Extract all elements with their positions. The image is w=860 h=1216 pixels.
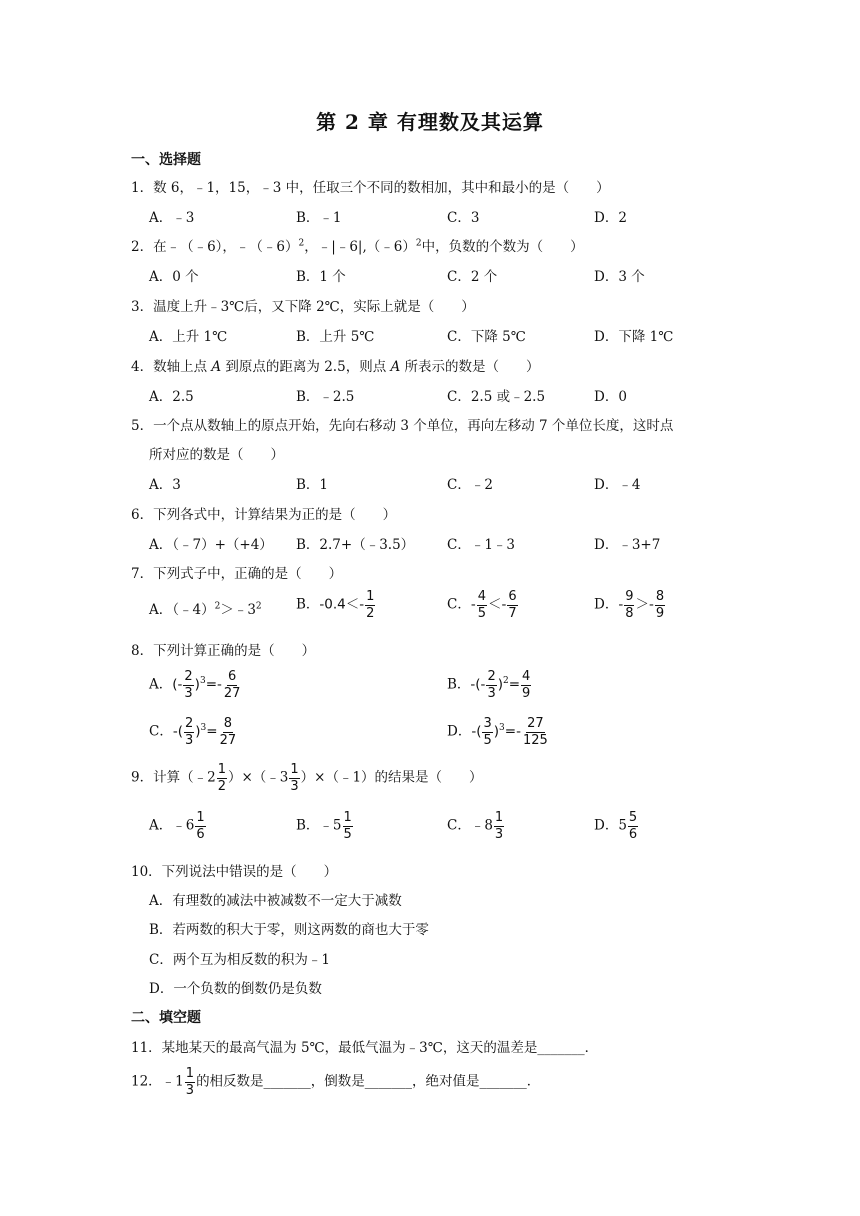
question-5-stem-line2: 所对应的数是（ ）	[149, 447, 284, 463]
question-5-option-d: D．﹣4	[594, 477, 641, 493]
question-8-option-c	[149, 717, 238, 747]
fraction-numerator: 9	[625, 589, 634, 604]
question-7-option-b-prefix: -0.4＜-	[319, 596, 365, 613]
fraction-numerator: 1	[494, 810, 504, 825]
question-4-variable-a-2: A	[390, 359, 401, 375]
question-2-exponent-2: 2	[415, 238, 422, 249]
question-7-option-a-exp1: 2	[214, 601, 221, 612]
question-8-option-a-equals: =-	[205, 676, 222, 693]
fraction-numerator: 6	[228, 669, 237, 684]
fraction-numerator: 1	[185, 1066, 195, 1081]
question-11-stem: 11．某地某天的最高气温为 5℃，最低气温为﹣3℃，这天的温差是_______．	[131, 1040, 599, 1056]
question-9-stem	[131, 763, 483, 793]
question-7-option-b	[296, 590, 376, 620]
fraction-numerator: 2	[184, 716, 194, 731]
question-9-option-b-label: B．﹣5	[296, 817, 342, 834]
question-7-option-c-label: C．	[447, 596, 471, 613]
question-10-option-b: B．若两数的积大于零，则这两数的商也大于零	[149, 922, 429, 938]
fraction-denominator: 3	[184, 732, 194, 748]
question-8-option-b-close: )	[497, 676, 503, 693]
fraction-numerator: 1	[217, 762, 226, 777]
question-7-option-c-fraction-1	[477, 590, 487, 620]
fraction-numerator: 5	[628, 810, 638, 825]
question-4-stem-part3: 所表示的数是（ ）	[400, 359, 540, 375]
question-7-option-d-prefix: -	[618, 596, 624, 613]
fraction-denominator: 2	[217, 778, 226, 794]
question-12-stem	[131, 1067, 540, 1097]
fraction-denominator: 27	[223, 685, 241, 701]
question-4-option-a: A．2.5	[149, 389, 194, 405]
question-8-option-d-prefix: -(	[471, 723, 482, 740]
question-9-option-a-label: A．﹣6	[149, 817, 195, 834]
question-5-option-c: C．﹣2	[447, 477, 493, 493]
question-8-option-c-fraction	[184, 717, 194, 747]
fraction-denominator: 5	[483, 732, 492, 748]
question-7-option-d-middle: ＞-	[635, 596, 654, 613]
fraction-denominator: 6	[628, 826, 638, 842]
question-10-option-d: D．一个负数的倒数仍是负数	[149, 981, 322, 997]
question-7-stem: 7．下列式子中，正确的是（ ）	[131, 566, 343, 582]
question-8-option-c-equals: =	[206, 723, 218, 740]
question-9-option-a-fraction	[195, 811, 205, 841]
question-2-option-b: B．1 个	[296, 269, 346, 285]
question-6-option-d: D．﹣3+7	[594, 537, 661, 553]
question-2-stem-part2: ，﹣|﹣6|,（﹣6）	[304, 239, 416, 255]
question-7-option-c-fraction-2	[507, 590, 517, 620]
fraction-denominator: 27	[219, 732, 237, 748]
question-9-option-b-fraction	[343, 811, 353, 841]
fraction-numerator: 4	[477, 589, 486, 604]
question-8-option-d-fraction	[482, 717, 492, 747]
question-8-option-c-prefix: -(	[172, 723, 183, 740]
question-4-option-b: B．﹣2.5	[296, 389, 355, 405]
question-6-stem: 6．下列各式中，计算结果为正的是（ ）	[131, 507, 397, 523]
fraction-denominator: 5	[343, 826, 352, 842]
question-7-option-d	[594, 590, 666, 620]
question-8-option-a-label: A．	[149, 676, 173, 693]
question-9-stem-part2: ）×（﹣3	[227, 769, 289, 786]
question-8-option-c-exp: 3	[200, 723, 207, 734]
question-8-option-a-exp: 3	[199, 676, 206, 687]
question-9-fraction-1	[217, 763, 227, 793]
question-8-option-d-label: D．	[447, 723, 472, 740]
fraction-numerator: 8	[223, 716, 232, 731]
question-8-option-a	[149, 670, 242, 700]
question-10-stem: 10．下列说法中错误的是（ ）	[131, 864, 338, 880]
question-9-option-b	[296, 811, 354, 841]
fraction-numerator: 1	[343, 810, 352, 825]
fraction-denominator: 3	[185, 1082, 195, 1098]
question-9-option-c-label: C．﹣8	[447, 817, 493, 834]
question-3-stem: 3．温度上升﹣3℃后，又下降 2℃，实际上就是（ ）	[131, 299, 475, 315]
question-12-part1: 12．﹣1	[131, 1073, 184, 1090]
question-1-option-b: B．﹣1	[296, 210, 342, 226]
question-8-option-a-prefix: (-	[172, 676, 183, 693]
question-8-option-b-label: B．	[447, 676, 471, 693]
question-9-option-d-label: D．5	[594, 817, 627, 834]
question-8-option-a-fraction	[183, 670, 193, 700]
fraction-numerator: 1	[196, 810, 205, 825]
question-7-option-b-label: B．	[296, 596, 320, 613]
question-7-option-c	[447, 590, 519, 620]
page-title: 第 2 章 有理数及其运算	[316, 110, 544, 134]
fraction-denominator: 125	[522, 732, 548, 748]
question-3-option-b: B．上升 5℃	[296, 329, 375, 345]
question-10-option-a: A．有理数的减法中被减数不一定大于减数	[149, 893, 402, 909]
question-4-variable-a: A	[211, 359, 222, 375]
fraction-numerator: 3	[483, 716, 492, 731]
fraction-denominator: 3	[494, 826, 504, 842]
question-2-stem-part3: 中，负数的个数为（ ）	[421, 239, 584, 255]
fraction-denominator: 3	[487, 685, 496, 701]
question-5-stem-line1: 5．一个点从数轴上的原点开始，先向右移动 3 个单位，再向左移动 7 个单位长度，这时点	[131, 418, 674, 434]
question-7-option-d-fraction-1	[624, 590, 634, 620]
question-8-option-b-equals: =	[508, 676, 521, 693]
section-heading-fill-in: 二、填空题	[131, 1010, 201, 1026]
question-6-option-a: A．（﹣7）+（+4）	[149, 537, 273, 553]
question-7-option-a-exp2: 2	[255, 601, 262, 612]
question-7-option-b-fraction	[365, 590, 375, 620]
fraction-denominator: 2	[366, 605, 375, 621]
fraction-denominator: 3	[184, 685, 193, 701]
question-9-stem-part1: 9．计算（﹣2	[131, 769, 216, 786]
question-10-option-c: C．两个互为相反数的积为﹣1	[149, 952, 330, 968]
question-9-option-a	[149, 811, 207, 841]
question-8-option-d-exp: 3	[499, 723, 505, 734]
question-7-option-d-label: D．	[594, 596, 619, 613]
question-2-option-a: A．0 个	[149, 269, 199, 285]
question-4-stem-part2: 到原点的距离为 2.5，则点	[221, 359, 391, 375]
question-4-option-d: D．0	[594, 389, 627, 405]
question-3-option-c: C．下降 5℃	[447, 329, 526, 345]
question-8-option-b-prefix: -(-	[470, 676, 486, 693]
question-9-option-c-fraction	[494, 811, 504, 841]
question-1-stem: 1．数 6，﹣1，15，﹣3 中，任取三个不同的数相加，其中和最小的是（ ）	[131, 180, 610, 196]
fraction-numerator: 1	[290, 762, 299, 777]
question-9-stem-part3: ）×（﹣1）的结果是（ ）	[300, 769, 483, 786]
fraction-numerator: 2	[184, 669, 193, 684]
question-2-option-c: C．2 个	[447, 269, 498, 285]
question-3-option-a: A．上升 1℃	[149, 329, 228, 345]
question-5-option-a: A．3	[149, 477, 181, 493]
question-1-option-c: C．3	[447, 210, 480, 226]
question-9-fraction-2	[289, 763, 299, 793]
fraction-denominator: 9	[522, 685, 531, 701]
question-8-option-b-result	[521, 670, 531, 700]
question-7-option-a-part1: A．（﹣4）	[149, 602, 215, 618]
question-7-option-c-prefix: -	[470, 596, 476, 613]
question-9-option-d	[594, 811, 639, 841]
question-12-fraction	[185, 1067, 195, 1097]
question-3-option-d: D．下降 1℃	[594, 329, 674, 345]
question-8-option-b-exp: 2	[503, 676, 509, 687]
question-8-option-d-close: )	[493, 723, 500, 740]
question-7-option-d-fraction-2	[655, 590, 665, 620]
fraction-numerator: 2	[487, 669, 496, 684]
question-8-option-d-result	[522, 717, 549, 747]
question-8-option-c-close: )	[195, 723, 201, 740]
fraction-numerator: 27	[527, 716, 544, 731]
question-9-option-d-fraction	[628, 811, 638, 841]
question-6-option-b: B．2.7+（﹣3.5）	[296, 537, 415, 553]
fraction-denominator: 8	[625, 605, 634, 621]
fraction-numerator: 6	[508, 589, 517, 604]
fraction-denominator: 5	[477, 605, 486, 621]
question-2-exponent-1: 2	[298, 238, 305, 249]
question-12-part2: 的相反数是_______，倒数是_______，绝对值是_______．	[196, 1073, 541, 1090]
question-7-option-a	[149, 598, 262, 618]
question-4-stem	[131, 355, 540, 375]
question-6-option-c: C．﹣1﹣3	[447, 537, 516, 553]
question-9-option-c	[447, 811, 505, 841]
question-4-option-c: C．2.5 或﹣2.5	[447, 389, 546, 405]
question-2-stem-part1: 2．在﹣（﹣6），﹣（﹣6）	[131, 239, 299, 255]
fraction-numerator: 8	[655, 589, 665, 604]
fraction-denominator: 9	[655, 605, 665, 621]
question-8-option-c-result	[219, 717, 238, 747]
fraction-numerator: 1	[366, 589, 375, 604]
question-8-option-a-close: )	[194, 676, 200, 693]
question-2-stem	[131, 235, 584, 255]
question-2-option-d: D．3 个	[594, 269, 645, 285]
question-8-stem: 8．下列计算正确的是（ ）	[131, 643, 316, 659]
question-1-option-d: D．2	[594, 210, 627, 226]
fraction-denominator: 3	[290, 778, 299, 794]
question-8-option-d-equals: =-	[504, 723, 521, 740]
question-4-stem-part1: 4．数轴上点	[131, 359, 212, 375]
question-5-option-b: B．1	[296, 477, 329, 493]
question-7-option-c-middle: ＜-	[488, 596, 507, 613]
fraction-denominator: 6	[196, 826, 205, 842]
section-heading-choice: 一、选择题	[131, 152, 201, 168]
fraction-numerator: 4	[522, 669, 531, 684]
question-1-option-a: A．﹣3	[149, 210, 195, 226]
question-8-option-a-result	[223, 670, 242, 700]
fraction-denominator: 7	[508, 605, 517, 621]
question-8-option-c-label: C．	[149, 723, 173, 740]
question-8-option-b-fraction	[486, 670, 496, 700]
question-8-option-d	[447, 717, 550, 747]
question-8-option-b	[447, 670, 532, 700]
question-7-option-a-part2: ＞﹣3	[220, 602, 256, 618]
